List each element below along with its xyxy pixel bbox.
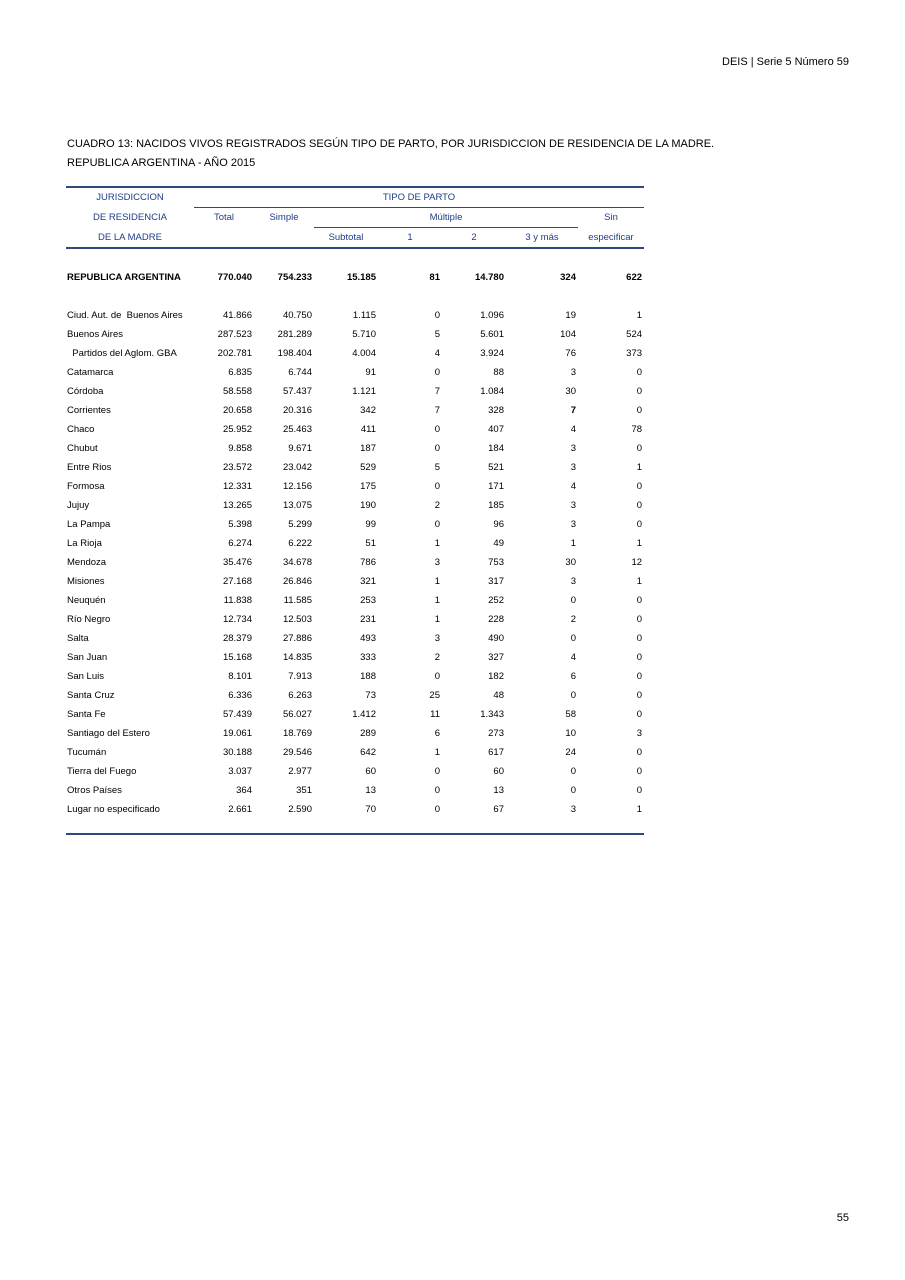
row-jurisdiction-name: Catamarca bbox=[67, 367, 114, 378]
row-value-subtotal: 73 bbox=[365, 690, 376, 701]
row-value-unspecified: 0 bbox=[636, 386, 643, 397]
row-value-total: 13.265 bbox=[222, 500, 252, 511]
row-value-one: 3 bbox=[434, 557, 440, 568]
col-multiple-header: Múltiple bbox=[314, 208, 578, 228]
row-value-total: 5.398 bbox=[228, 519, 252, 530]
spacer-row bbox=[66, 287, 644, 306]
row-value-simple: 29.546 bbox=[282, 747, 312, 758]
row-value-three-plus: 3 bbox=[570, 462, 576, 473]
row-value-three-plus: 30 bbox=[565, 557, 576, 568]
row-value-two: 327 bbox=[488, 652, 504, 663]
row-value-three-plus: 0 bbox=[570, 633, 576, 644]
row-value-one: 5 bbox=[434, 329, 440, 340]
table-title-line-1: CUADRO 13: NACIDOS VIVOS REGISTRADOS SEGÚN TIPO DE PARTO, POR JURISDICCION DE RESIDENCIA DE LA MADRE. bbox=[67, 138, 715, 150]
table-row bbox=[66, 401, 644, 420]
header-empty-total bbox=[194, 228, 254, 249]
row-value-one: 11 bbox=[430, 709, 440, 720]
col-simple-header: Simple bbox=[269, 212, 299, 224]
row-value-unspecified: 1 bbox=[636, 538, 643, 549]
table-row bbox=[66, 458, 644, 477]
row-jurisdiction-name: Córdoba bbox=[67, 386, 104, 397]
row-value-total: 287.523 bbox=[217, 329, 252, 340]
row-value-three-plus: 3 bbox=[570, 804, 576, 815]
row-value-two: 49 bbox=[493, 538, 504, 549]
row-value-simple: 12.503 bbox=[282, 614, 312, 625]
row-jurisdiction-name: Jujuy bbox=[67, 500, 90, 511]
row-value-two: 273 bbox=[488, 728, 504, 739]
row-value-one: 1 bbox=[434, 747, 440, 758]
row-jurisdiction-name: La Pampa bbox=[67, 519, 111, 530]
row-value-simple: 23.042 bbox=[282, 462, 312, 473]
row-value-three-plus: 7 bbox=[570, 405, 576, 416]
col-jurisdiccion-header-2: DE RESIDENCIA bbox=[93, 212, 167, 223]
row-value-subtotal: 51 bbox=[365, 538, 376, 549]
table-row bbox=[66, 743, 644, 762]
row-value-one: 25 bbox=[429, 690, 440, 701]
table-row bbox=[66, 344, 644, 363]
table-row bbox=[66, 648, 644, 667]
row-jurisdiction-name: Santa Cruz bbox=[67, 690, 115, 701]
row-value-two: 228 bbox=[488, 614, 504, 625]
row-value-subtotal: 188 bbox=[360, 671, 376, 682]
row-value-simple: 7.913 bbox=[288, 671, 312, 682]
row-value-one: 2 bbox=[434, 500, 440, 511]
spacer-row bbox=[66, 248, 644, 268]
row-value-two: 317 bbox=[488, 576, 504, 587]
row-value-unspecified: 3 bbox=[636, 728, 643, 739]
row-value-one: 0 bbox=[434, 804, 440, 815]
row-value-two: 48 bbox=[493, 690, 504, 701]
row-value-one: 0 bbox=[434, 519, 440, 530]
row-value-simple: 12.156 bbox=[282, 481, 312, 492]
row-value-unspecified: 0 bbox=[636, 595, 643, 606]
row-value-simple: 351 bbox=[296, 785, 312, 796]
row-value-subtotal: 1.115 bbox=[352, 310, 376, 321]
row-value-three-plus: 58 bbox=[565, 709, 576, 720]
row-value-unspecified: 0 bbox=[636, 671, 643, 682]
row-value-total: 6.274 bbox=[228, 538, 252, 549]
row-value-one: 0 bbox=[434, 785, 440, 796]
row-value-two: 13 bbox=[493, 785, 504, 796]
col-three-plus-header: 3 y más bbox=[506, 228, 578, 249]
row-value-three-plus: 30 bbox=[565, 386, 576, 397]
row-value-subtotal: 187 bbox=[360, 443, 376, 454]
row-value-total: 6.835 bbox=[228, 367, 252, 378]
total-row-three-plus: 324 bbox=[560, 272, 576, 283]
row-value-one: 1 bbox=[434, 538, 440, 549]
table-row bbox=[66, 667, 644, 686]
row-value-unspecified: 0 bbox=[636, 614, 643, 625]
col-tipo-de-parto-header: TIPO DE PARTO bbox=[194, 187, 644, 208]
row-jurisdiction-name: Santa Fe bbox=[67, 709, 106, 720]
table-row bbox=[66, 515, 644, 534]
row-value-subtotal: 1.121 bbox=[352, 386, 376, 397]
row-value-simple: 6.744 bbox=[288, 367, 312, 378]
row-value-subtotal: 99 bbox=[365, 519, 376, 530]
table-row bbox=[66, 629, 644, 648]
row-value-three-plus: 1 bbox=[570, 538, 576, 549]
row-value-total: 15.168 bbox=[222, 652, 252, 663]
row-value-subtotal: 4.004 bbox=[352, 348, 376, 359]
row-value-unspecified: 0 bbox=[636, 785, 643, 796]
table-body bbox=[66, 187, 644, 834]
table-row bbox=[66, 477, 644, 496]
row-value-one: 1 bbox=[434, 595, 440, 606]
row-jurisdiction-name: Chaco bbox=[67, 424, 95, 435]
row-value-three-plus: 76 bbox=[565, 348, 576, 359]
table-row bbox=[66, 762, 644, 781]
table-row bbox=[66, 553, 644, 572]
row-value-one: 5 bbox=[434, 462, 440, 473]
row-value-one: 0 bbox=[434, 367, 440, 378]
row-value-three-plus: 4 bbox=[570, 652, 576, 663]
page-number: 55 bbox=[836, 1212, 849, 1224]
row-value-three-plus: 3 bbox=[570, 519, 576, 530]
row-value-total: 30.188 bbox=[222, 747, 252, 758]
row-value-two: 1.084 bbox=[480, 386, 504, 397]
row-value-one: 6 bbox=[434, 728, 440, 739]
row-value-total: 2.661 bbox=[228, 804, 252, 815]
table-row bbox=[66, 363, 644, 382]
col-one-header: 1 bbox=[378, 228, 442, 249]
row-value-simple: 14.835 bbox=[282, 652, 312, 663]
row-value-three-plus: 4 bbox=[570, 481, 576, 492]
row-value-three-plus: 3 bbox=[570, 500, 576, 511]
col-jurisdiccion-header-1: JURISDICCION bbox=[66, 187, 194, 208]
row-value-one: 4 bbox=[434, 348, 440, 359]
row-value-subtotal: 786 bbox=[360, 557, 376, 568]
total-row-total: 770.040 bbox=[217, 272, 252, 283]
row-value-simple: 198.404 bbox=[277, 348, 312, 359]
row-value-simple: 6.222 bbox=[288, 538, 312, 549]
row-value-subtotal: 60 bbox=[365, 766, 376, 777]
row-value-total: 20.658 bbox=[222, 405, 252, 416]
table-row bbox=[66, 686, 644, 705]
row-value-three-plus: 10 bbox=[565, 728, 576, 739]
row-jurisdiction-name: Misiones bbox=[67, 576, 105, 587]
table-row bbox=[66, 534, 644, 553]
row-value-two: 328 bbox=[488, 405, 504, 416]
row-value-two: 521 bbox=[488, 462, 504, 473]
row-value-unspecified: 373 bbox=[626, 348, 643, 359]
row-value-one: 0 bbox=[434, 424, 440, 435]
row-jurisdiction-name: Corrientes bbox=[67, 405, 111, 416]
row-value-unspecified: 0 bbox=[636, 500, 643, 511]
header-row-1 bbox=[66, 187, 644, 208]
row-value-total: 12.734 bbox=[222, 614, 252, 625]
row-value-two: 407 bbox=[488, 424, 504, 435]
row-value-simple: 13.075 bbox=[282, 500, 312, 511]
row-value-unspecified: 0 bbox=[636, 405, 643, 416]
row-value-subtotal: 175 bbox=[360, 481, 376, 492]
row-value-simple: 2.977 bbox=[288, 766, 312, 777]
row-value-one: 0 bbox=[434, 481, 440, 492]
col-two-header: 2 bbox=[442, 228, 506, 249]
row-jurisdiction-name: Mendoza bbox=[67, 557, 107, 568]
row-value-simple: 27.886 bbox=[282, 633, 312, 644]
table-title bbox=[67, 135, 714, 173]
total-row bbox=[66, 268, 644, 287]
total-row-two: 14.780 bbox=[474, 272, 504, 283]
table-row bbox=[66, 420, 644, 439]
row-jurisdiction-name: Ciud. Aut. de Buenos Aires bbox=[67, 310, 183, 321]
table-row bbox=[66, 572, 644, 591]
table-row bbox=[66, 325, 644, 344]
row-value-three-plus: 3 bbox=[570, 367, 576, 378]
row-value-subtotal: 642 bbox=[360, 747, 376, 758]
row-value-two: 171 bbox=[488, 481, 504, 492]
row-value-subtotal: 190 bbox=[360, 500, 376, 511]
header-row-2 bbox=[66, 208, 644, 228]
row-value-total: 41.866 bbox=[222, 310, 252, 321]
row-value-subtotal: 289 bbox=[360, 728, 376, 739]
row-value-one: 2 bbox=[434, 652, 440, 663]
row-value-two: 88 bbox=[493, 367, 504, 378]
row-value-two: 1.343 bbox=[480, 709, 504, 720]
row-value-unspecified: 1 bbox=[636, 462, 643, 473]
row-value-simple: 56.027 bbox=[282, 709, 312, 720]
row-value-simple: 26.846 bbox=[282, 576, 312, 587]
row-value-three-plus: 2 bbox=[570, 614, 576, 625]
table-row bbox=[66, 610, 644, 629]
row-jurisdiction-name: Tucumán bbox=[67, 747, 107, 758]
row-value-total: 9.858 bbox=[228, 443, 252, 454]
row-value-unspecified: 0 bbox=[636, 519, 643, 530]
row-value-simple: 11.585 bbox=[283, 595, 312, 606]
row-value-subtotal: 321 bbox=[360, 576, 376, 587]
row-jurisdiction-name: Formosa bbox=[67, 481, 105, 492]
col-sin-header: Sin bbox=[604, 212, 618, 224]
births-table-container bbox=[66, 186, 644, 835]
row-value-three-plus: 3 bbox=[570, 576, 576, 587]
row-value-two: 490 bbox=[488, 633, 504, 644]
row-value-total: 11.838 bbox=[223, 595, 252, 606]
row-value-total: 364 bbox=[236, 785, 252, 796]
row-value-two: 252 bbox=[488, 595, 504, 606]
row-value-unspecified: 0 bbox=[636, 709, 643, 720]
row-value-unspecified: 0 bbox=[636, 633, 643, 644]
row-value-subtotal: 411 bbox=[360, 424, 376, 435]
total-row-name: REPUBLICA ARGENTINA bbox=[67, 272, 181, 283]
row-value-total: 12.331 bbox=[222, 481, 252, 492]
col-jurisdiccion-header-3: DE LA MADRE bbox=[66, 228, 194, 249]
row-jurisdiction-name: Río Negro bbox=[67, 614, 111, 625]
row-value-three-plus: 24 bbox=[565, 747, 576, 758]
row-value-three-plus: 4 bbox=[570, 424, 576, 435]
row-value-two: 3.924 bbox=[480, 348, 504, 359]
row-value-one: 0 bbox=[434, 310, 440, 321]
row-value-subtotal: 342 bbox=[360, 405, 376, 416]
row-value-one: 1 bbox=[434, 614, 440, 625]
row-value-simple: 34.678 bbox=[282, 557, 312, 568]
row-value-three-plus: 19 bbox=[565, 310, 576, 321]
table-row bbox=[66, 306, 644, 325]
row-value-three-plus: 104 bbox=[560, 329, 576, 340]
row-value-subtotal: 529 bbox=[360, 462, 376, 473]
row-value-unspecified: 0 bbox=[636, 747, 643, 758]
row-value-two: 96 bbox=[493, 519, 504, 530]
row-value-total: 3.037 bbox=[228, 766, 252, 777]
row-value-total: 23.572 bbox=[222, 462, 252, 473]
row-value-two: 185 bbox=[488, 500, 504, 511]
total-row-unspecified: 622 bbox=[626, 272, 643, 283]
row-value-simple: 6.263 bbox=[288, 690, 312, 701]
row-value-simple: 40.750 bbox=[282, 310, 312, 321]
col-especificar-header: especificar bbox=[578, 228, 644, 249]
table-end-rule bbox=[66, 819, 644, 834]
table-row bbox=[66, 439, 644, 458]
row-value-three-plus: 0 bbox=[570, 690, 576, 701]
row-value-one: 7 bbox=[434, 386, 440, 397]
total-row-one: 81 bbox=[429, 272, 440, 283]
row-jurisdiction-name: Partidos del Aglom. GBA bbox=[67, 348, 177, 359]
row-value-one: 7 bbox=[434, 405, 440, 416]
row-value-unspecified: 12 bbox=[631, 557, 643, 568]
row-value-simple: 2.590 bbox=[288, 804, 312, 815]
row-jurisdiction-name: La Rioja bbox=[67, 538, 102, 549]
report-series-header: DEIS | Serie 5 Número 59 bbox=[722, 56, 849, 68]
table-row bbox=[66, 724, 644, 743]
table-row bbox=[66, 781, 644, 800]
row-jurisdiction-name: Chubut bbox=[67, 443, 98, 454]
row-value-subtotal: 13 bbox=[365, 785, 376, 796]
row-jurisdiction-name: San Luis bbox=[67, 671, 104, 682]
row-value-unspecified: 0 bbox=[636, 481, 643, 492]
row-value-two: 60 bbox=[493, 766, 504, 777]
header-row-3 bbox=[66, 228, 644, 249]
row-value-total: 57.439 bbox=[222, 709, 252, 720]
total-row-simple: 754.233 bbox=[277, 272, 312, 283]
row-value-two: 67 bbox=[493, 804, 504, 815]
table-row bbox=[66, 591, 644, 610]
row-value-simple: 25.463 bbox=[282, 424, 312, 435]
header-empty-simple bbox=[254, 228, 314, 249]
row-value-total: 27.168 bbox=[222, 576, 252, 587]
col-total-header: Total bbox=[213, 212, 235, 224]
row-value-simple: 20.316 bbox=[282, 405, 312, 416]
row-value-subtotal: 5.710 bbox=[352, 329, 376, 340]
table-row bbox=[66, 800, 644, 819]
row-value-unspecified: 0 bbox=[636, 443, 643, 454]
row-value-subtotal: 70 bbox=[365, 804, 376, 815]
row-value-subtotal: 91 bbox=[365, 367, 376, 378]
row-value-three-plus: 0 bbox=[570, 595, 576, 606]
row-value-subtotal: 253 bbox=[360, 595, 376, 606]
row-value-three-plus: 0 bbox=[570, 766, 576, 777]
row-value-one: 0 bbox=[434, 766, 440, 777]
table-row bbox=[66, 705, 644, 724]
row-value-three-plus: 3 bbox=[570, 443, 576, 454]
row-jurisdiction-name: Entre Rios bbox=[67, 462, 112, 473]
row-value-total: 8.101 bbox=[228, 671, 252, 682]
row-jurisdiction-name: Salta bbox=[67, 633, 89, 644]
row-jurisdiction-name: Buenos Aires bbox=[67, 329, 123, 340]
col-subtotal-header: Subtotal bbox=[314, 228, 378, 249]
row-value-total: 28.379 bbox=[222, 633, 252, 644]
row-value-total: 19.061 bbox=[222, 728, 252, 739]
row-value-unspecified: 0 bbox=[636, 766, 643, 777]
row-value-unspecified: 524 bbox=[626, 329, 643, 340]
row-jurisdiction-name: San Juan bbox=[67, 652, 108, 663]
row-value-two: 182 bbox=[488, 671, 504, 682]
row-value-total: 35.476 bbox=[222, 557, 252, 568]
row-jurisdiction-name: Otros Países bbox=[67, 785, 122, 796]
table-row bbox=[66, 382, 644, 401]
row-value-unspecified: 1 bbox=[636, 576, 643, 587]
row-value-subtotal: 333 bbox=[360, 652, 376, 663]
row-value-one: 1 bbox=[434, 576, 440, 587]
row-value-simple: 281.289 bbox=[277, 329, 312, 340]
row-value-two: 5.601 bbox=[480, 329, 504, 340]
row-jurisdiction-name: Santiago del Estero bbox=[67, 728, 150, 739]
table-row bbox=[66, 496, 644, 515]
row-value-two: 184 bbox=[488, 443, 504, 454]
row-value-unspecified: 1 bbox=[636, 804, 643, 815]
row-value-unspecified: 0 bbox=[636, 690, 643, 701]
births-by-delivery-type-table bbox=[66, 186, 644, 835]
row-value-total: 6.336 bbox=[228, 690, 252, 701]
row-value-total: 58.558 bbox=[222, 386, 252, 397]
row-value-unspecified: 0 bbox=[636, 652, 643, 663]
row-jurisdiction-name: Neuquén bbox=[67, 595, 106, 606]
row-value-two: 753 bbox=[488, 557, 504, 568]
row-value-simple: 18.769 bbox=[282, 728, 312, 739]
row-value-one: 3 bbox=[434, 633, 440, 644]
row-value-subtotal: 1.412 bbox=[352, 709, 376, 720]
row-value-total: 25.952 bbox=[222, 424, 252, 435]
row-value-unspecified: 0 bbox=[636, 367, 643, 378]
row-value-one: 0 bbox=[434, 671, 440, 682]
row-value-subtotal: 231 bbox=[360, 614, 376, 625]
row-value-simple: 5.299 bbox=[288, 519, 312, 530]
row-value-total: 202.781 bbox=[217, 348, 252, 359]
row-value-unspecified: 1 bbox=[636, 310, 643, 321]
row-value-one: 0 bbox=[434, 443, 440, 454]
row-value-simple: 9.671 bbox=[288, 443, 312, 454]
row-value-simple: 57.437 bbox=[282, 386, 312, 397]
row-value-three-plus: 6 bbox=[570, 671, 576, 682]
total-row-subtotal: 15.185 bbox=[346, 272, 376, 283]
row-jurisdiction-name: Tierra del Fuego bbox=[67, 766, 137, 777]
row-jurisdiction-name: Lugar no especificado bbox=[67, 804, 160, 815]
row-value-three-plus: 0 bbox=[570, 785, 576, 796]
row-value-unspecified: 78 bbox=[631, 424, 643, 435]
row-value-two: 617 bbox=[488, 747, 504, 758]
table-title-line-2: REPUBLICA ARGENTINA - AÑO 2015 bbox=[67, 157, 256, 169]
row-value-two: 1.096 bbox=[480, 310, 504, 321]
row-value-subtotal: 493 bbox=[360, 633, 376, 644]
